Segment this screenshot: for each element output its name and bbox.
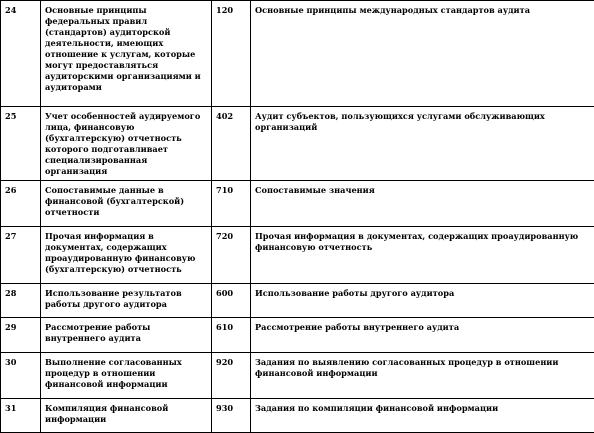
row-number: 24 (1, 1, 41, 107)
table-row (1, 1, 594, 107)
isa-standard-title: Основные принципы международных стандартов аудита (251, 1, 594, 107)
russian-standard-title: Учет особенностей аудируемого лица, финансовую (бухгалтерскую) отчетность которого подготавливает специализированная организация (41, 107, 212, 181)
table-row (1, 353, 594, 399)
isa-code: 402 (212, 107, 251, 181)
russian-standard-title: Основные принципы федеральных правил (стандартов) аудиторской деятельности, имеющих отношение к услугам, которые могут предоставляться аудиторскими организациями и аудиторами (41, 1, 212, 107)
table-row (1, 227, 594, 284)
table-row (1, 399, 594, 433)
isa-code: 710 (212, 181, 251, 227)
row-number: 27 (1, 227, 41, 284)
russian-standard-title: Выполнение согласованных процедур в отношении финансовой информации (41, 353, 212, 399)
isa-standard-title: Рассмотрение работы внутреннего аудита (251, 318, 594, 353)
row-number: 29 (1, 318, 41, 353)
russian-standard-title: Компиляция финансовой информации (41, 399, 212, 433)
isa-standard-title: Прочая информация в документах, содержащих проаудированную финансовую отчетность (251, 227, 594, 284)
russian-standard-title: Рассмотрение работы внутреннего аудита (41, 318, 212, 353)
isa-code: 720 (212, 227, 251, 284)
row-number: 26 (1, 181, 41, 227)
isa-code: 120 (212, 1, 251, 107)
isa-code: 610 (212, 318, 251, 353)
table-row (1, 318, 594, 353)
isa-standard-title: Аудит субъектов, пользующихся услугами обслуживающих организаций (251, 107, 594, 181)
isa-code: 920 (212, 353, 251, 399)
row-number: 31 (1, 399, 41, 433)
row-number: 30 (1, 353, 41, 399)
russian-standard-title: Прочая информация в документах, содержащих проаудированную финансовую (бухгалтерскую) отчетность (41, 227, 212, 284)
table-row (1, 107, 594, 181)
isa-code: 930 (212, 399, 251, 433)
isa-code: 600 (212, 284, 251, 318)
table-row (1, 181, 594, 227)
isa-standard-title: Использование работы другого аудитора (251, 284, 594, 318)
russian-standard-title: Использование результатов работы другого аудитора (41, 284, 212, 318)
table-row (1, 284, 594, 318)
russian-standard-title: Сопоставимые данные в финансовой (бухгалтерской) отчетности (41, 181, 212, 227)
row-number: 25 (1, 107, 41, 181)
isa-standard-title: Задания по компиляции финансовой информации (251, 399, 594, 433)
isa-standard-title: Сопоставимые значения (251, 181, 594, 227)
isa-standard-title: Задания по выявлению согласованных процедур в отношении финансовой информации (251, 353, 594, 399)
row-number: 28 (1, 284, 41, 318)
